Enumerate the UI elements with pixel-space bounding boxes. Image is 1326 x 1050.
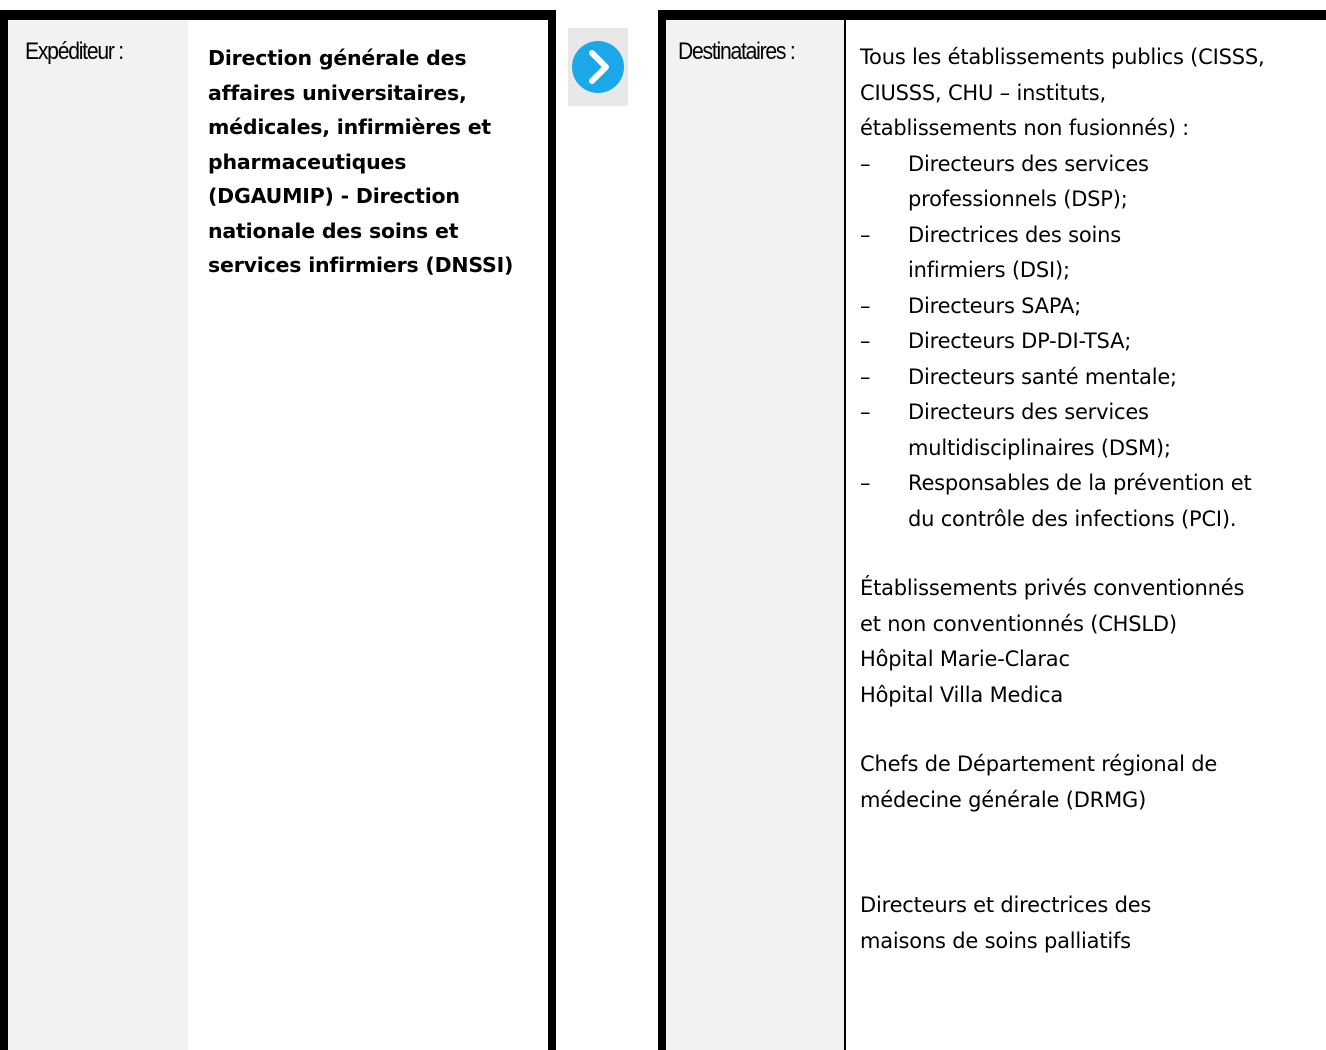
spacer	[860, 713, 1326, 747]
list-item-line: Directeurs des services	[908, 400, 1149, 424]
palliative-line: maisons de soins palliatifs	[860, 928, 1131, 953]
recipients-label-cell	[666, 20, 846, 1050]
sender-line: services infirmiers (DNSSI)	[208, 253, 514, 277]
sender-line: médicales, infirmières et	[208, 115, 492, 139]
list-item	[860, 147, 1326, 218]
private-establishments	[860, 571, 1326, 713]
dash-bullet: –	[860, 293, 871, 318]
recipients-intro-line: CIUSSS, CHU – instituts,	[860, 80, 1106, 105]
sender-line: pharmaceutiques	[208, 149, 407, 174]
private-line: Hôpital Marie-Clarac	[860, 647, 1070, 671]
list-item-line: Directeurs des services	[908, 151, 1149, 176]
spacer	[860, 818, 1326, 888]
palliative-line: Directeurs et directrices des	[860, 893, 1152, 917]
sender-line: (DGAUMIP) - Direction	[208, 184, 460, 208]
drmg-line: Chefs de Département régional de	[860, 752, 1218, 776]
list-item-line: professionnels (DSP);	[908, 187, 1128, 211]
recipients-intro-line: établissements non fusionnés) :	[860, 116, 1190, 140]
recipients-intro-line: Tous les établissements publics (CISSS,	[860, 45, 1265, 69]
dash-bullet: –	[860, 400, 871, 424]
private-line: Établissements privés conventionnés	[860, 576, 1245, 600]
list-item	[860, 289, 1326, 325]
list-item-line: multidisciplinaires (DSM);	[908, 435, 1171, 460]
sender-value-cell	[188, 20, 548, 1050]
list-item	[860, 395, 1326, 466]
sender-label: Expéditeur :	[25, 38, 123, 65]
dash-bullet: –	[860, 222, 871, 247]
list-item	[860, 360, 1326, 396]
dash-bullet: –	[860, 471, 871, 495]
sender-label-cell	[8, 20, 188, 1050]
recipients-label: Destinataires :	[678, 38, 795, 65]
list-item-line: Directrices des soins	[908, 222, 1121, 247]
recipients-list	[860, 147, 1326, 538]
chevron-right-icon	[570, 39, 626, 95]
sender-line: nationale des soins et	[208, 218, 459, 243]
list-item-line: Directeurs santé mentale;	[908, 364, 1177, 389]
private-line: et non conventionnés (CHSLD)	[860, 611, 1177, 636]
list-item-line: Responsables de la prévention et	[908, 471, 1252, 495]
recipients-intro	[860, 40, 1326, 147]
list-item	[860, 218, 1326, 289]
sender-line: Direction générale des	[208, 46, 467, 70]
next-arrow-button[interactable]	[568, 28, 628, 106]
dash-bullet: –	[860, 151, 871, 176]
list-item-line: du contrôle des infections (PCI).	[908, 506, 1237, 531]
dash-bullet: –	[860, 329, 871, 353]
recipients-value-cell	[846, 20, 1326, 1050]
sender-text	[208, 41, 548, 283]
sender-line: affaires universitaires,	[208, 80, 467, 105]
list-item	[860, 324, 1326, 360]
private-line: Hôpital Villa Medica	[860, 682, 1063, 707]
dash-bullet: –	[860, 364, 871, 389]
recipients-panel	[658, 10, 1326, 1050]
palliative-recipients	[860, 888, 1326, 959]
sender-panel	[0, 10, 556, 1050]
drmg-recipients	[860, 747, 1326, 818]
list-item-line: Directeurs SAPA;	[908, 293, 1082, 318]
spacer	[860, 537, 1326, 571]
drmg-line: médecine générale (DRMG)	[860, 787, 1147, 812]
list-item-line: Directeurs DP-DI-TSA;	[908, 329, 1132, 353]
list-item-line: infirmiers (DSI);	[908, 258, 1070, 282]
list-item	[860, 466, 1326, 537]
